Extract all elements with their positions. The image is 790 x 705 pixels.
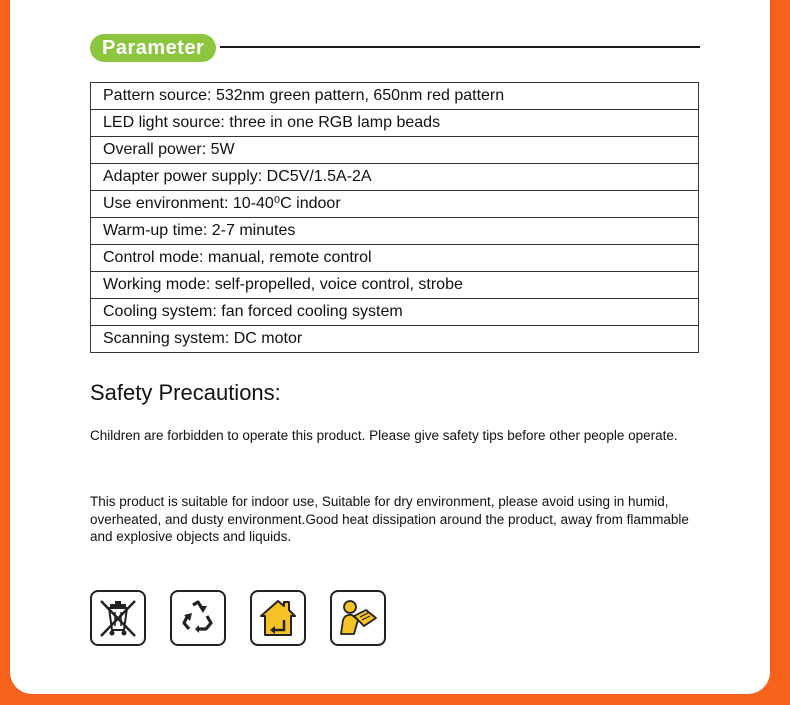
safety-paragraph-1: Children are forbidden to operate this product. Please give safety tips before other people operate. — [90, 428, 678, 443]
section-header — [90, 34, 700, 62]
table-row — [91, 218, 699, 245]
parameter-cell: LED light source: three in one RGB lamp beads — [91, 110, 699, 137]
indoor-use-icon — [250, 590, 306, 646]
table-row — [91, 245, 699, 272]
table-row — [91, 164, 699, 191]
safety-title: Safety Precautions: — [90, 380, 281, 405]
recycle-icon — [170, 590, 226, 646]
parameter-cell: Working mode: self-propelled, voice control, strobe — [91, 272, 699, 299]
parameter-cell: Adapter power supply: DC5V/1.5A-2A — [91, 164, 699, 191]
table-row — [91, 272, 699, 299]
parameter-table — [90, 82, 699, 353]
safety-icons — [90, 590, 386, 646]
table-row — [91, 83, 699, 110]
parameter-cell: Use environment: 10-40⁰C indoor — [91, 191, 699, 218]
header-rule — [220, 46, 700, 48]
parameter-cell: Control mode: manual, remote control — [91, 245, 699, 272]
table-row — [91, 299, 699, 326]
content-card — [10, 0, 770, 694]
no-trash-bin-icon — [90, 590, 146, 646]
parameter-badge: Parameter — [90, 34, 216, 62]
table-row — [91, 326, 699, 353]
safety-paragraph-2: This product is suitable for indoor use, Suitable for dry environment, please avoid using in humid, overheated, and dusty environment.Good heat dissipation around the product, away from flammable and explosive objects and liquids. — [90, 494, 689, 544]
parameter-cell: Overall power: 5W — [91, 137, 699, 164]
table-row — [91, 191, 699, 218]
parameter-cell: Cooling system: fan forced cooling system — [91, 299, 699, 326]
parameter-cell: Warm-up time: 2-7 minutes — [91, 218, 699, 245]
parameter-cell: Scanning system: DC motor — [91, 326, 699, 353]
table-row — [91, 137, 699, 164]
read-manual-icon — [330, 590, 386, 646]
table-row — [91, 110, 699, 137]
parameter-cell: Pattern source: 532nm green pattern, 650nm red pattern — [91, 83, 699, 110]
